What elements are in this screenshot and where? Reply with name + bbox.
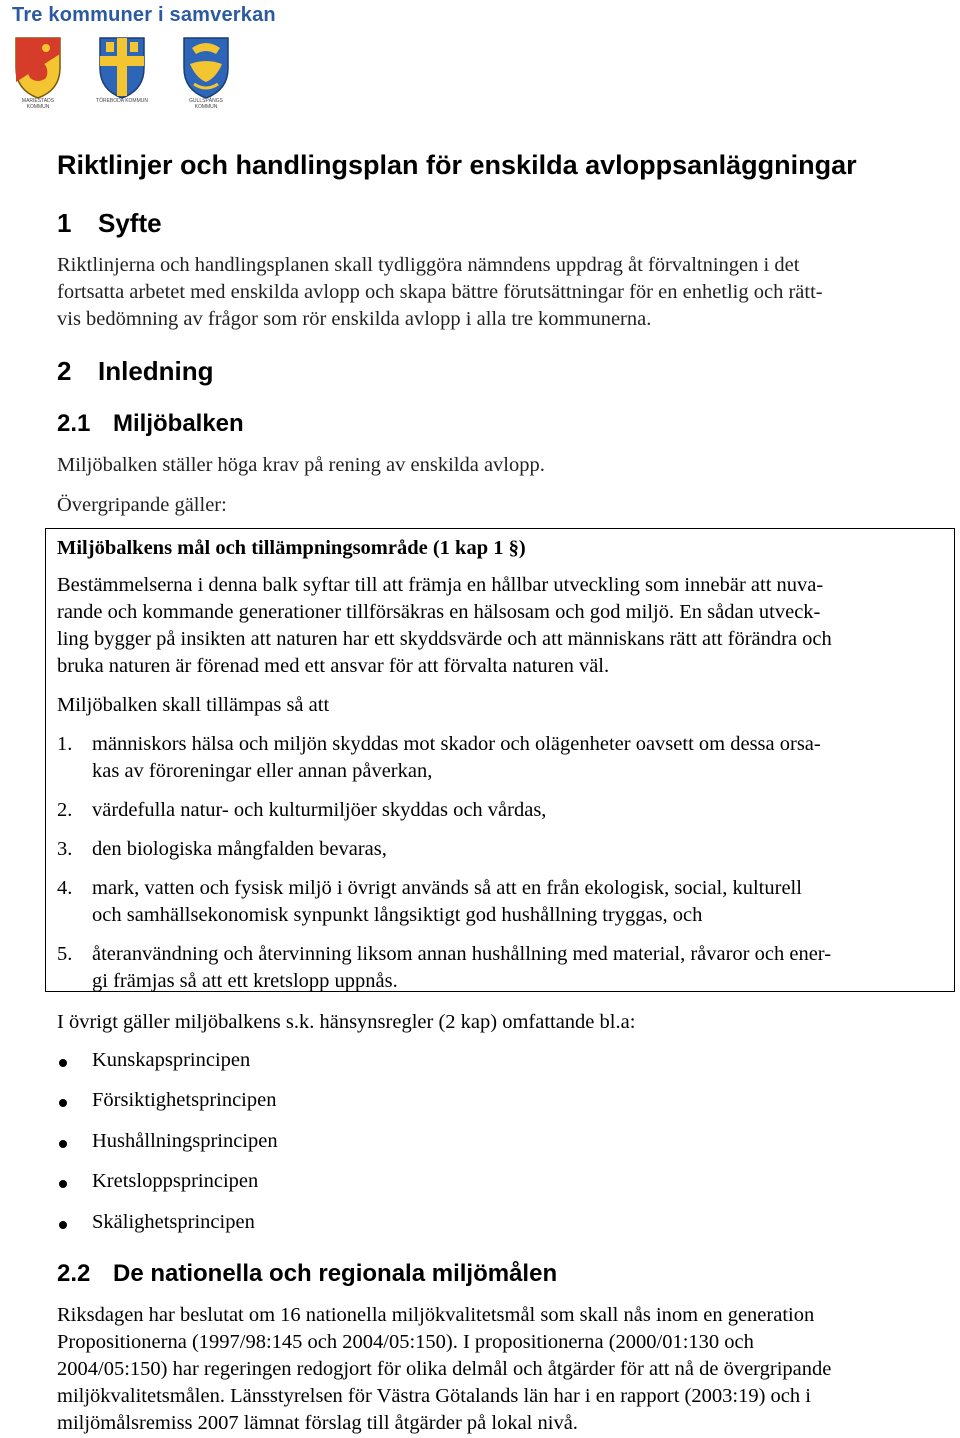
text-line: I övrigt gäller miljöbalkens s.k. hänsynsregler (2 kap) omfattande bl.a: [57, 1011, 636, 1033]
list-number: 3. [57, 838, 73, 860]
heading-number: 2.1 [57, 410, 91, 437]
text-line: Riksdagen har beslutat om 16 nationella miljökvalitetsmål som skall nås inom en generation [57, 1304, 815, 1326]
bullet-text: Kretsloppsprincipen [92, 1170, 259, 1192]
crest-1-caption: MARIESTADS KOMMUN [21, 98, 55, 110]
text-line: Bestämmelserna i denna balk syftar till att främja en hållbar utveckling som innebär att nuva- [57, 574, 824, 596]
heading-text: Syfte [98, 208, 162, 238]
text-line: återanvändning och återvinning liksom annan hushållning med material, råvaror och ener- [92, 943, 832, 965]
heading-text: De nationella och regionala miljömålen [113, 1260, 558, 1287]
miljobalken-intro [57, 452, 947, 479]
crest-3 [180, 34, 232, 100]
crest-2 [96, 34, 148, 100]
miljomal-paragraph [57, 1302, 947, 1437]
syfte-paragraph [57, 252, 947, 333]
text-line: ling bygger på insikten att naturen har ett skyddsvärde och att människans rätt att förändra och [57, 628, 832, 650]
crest-2-caption: TÖREBODA KOMMUN [96, 98, 148, 104]
bullet-text: Kunskapsprincipen [92, 1049, 251, 1071]
heading-number: 1 [57, 208, 72, 238]
bullet-text: Försiktighetsprincipen [92, 1089, 277, 1111]
list-number: 4. [57, 877, 73, 899]
text-line: värdefulla natur- och kulturmiljöer skyddas och vårdas, [92, 799, 547, 821]
text-line: den biologiska mångfalden bevaras, [92, 838, 387, 860]
heading-text: Inledning [98, 356, 214, 386]
text-line: människors hälsa och miljön skyddas mot skador och olägenheter oavsett om dessa orsa- [92, 733, 821, 755]
bullet-icon [59, 1059, 67, 1067]
overgripande-text [57, 492, 947, 519]
bullet-icon [59, 1221, 67, 1229]
quote-box [45, 528, 955, 992]
text-line: kas av föroreningar eller annan påverkan, [92, 760, 433, 782]
list-number: 5. [57, 943, 73, 965]
bullet-icon [59, 1099, 67, 1107]
bullet-text: Skälighetsprincipen [92, 1211, 255, 1233]
document-title: Riktlinjer och handlingsplan för enskilda avloppsanläggningar [57, 150, 857, 180]
text-line: miljökvalitetsmålen. Länsstyrelsen för Västra Götalands län har i en rapport (2003:19) och i [57, 1385, 811, 1407]
list-number: 2. [57, 799, 73, 821]
text-line: bruka naturen är förenad med ett ansvar för att förvalta naturen väl. [57, 655, 610, 677]
text-line: Propositionerna (1997/98:145 och 2004/05:150). I propositionerna (2000/01:130 och [57, 1331, 754, 1353]
bullet-icon [59, 1140, 67, 1148]
list-number: 1. [57, 733, 73, 755]
text-line: 2004/05:150) har regeringen redogjort för olika delmål och åtgärder för att nå de övergripande [57, 1358, 832, 1380]
text-line: rande och kommande generationer tillförsäkras en hälsosam och god miljö. En sådan utveck- [57, 601, 821, 623]
heading-inledning [57, 356, 214, 387]
text-line: Miljöbalken ställer höga krav på rening av enskilda avlopp. [57, 454, 545, 476]
crest-1 [12, 34, 64, 100]
text-line: Övergripande gäller: [57, 494, 227, 516]
heading-number: 2.2 [57, 1260, 91, 1287]
hansyn-intro [57, 1009, 947, 1036]
heading-syfte [57, 208, 162, 239]
crest-3-caption: GULLSPÅNGS KOMMUN [189, 98, 223, 110]
bullet-icon [59, 1180, 67, 1188]
heading-text: Miljöbalken [113, 410, 244, 437]
box-heading: Miljöbalkens mål och tillämpningsområde (1 kap 1 §) [57, 537, 526, 559]
text-line: Miljöbalken skall tillämpas så att [57, 694, 330, 716]
box-apply-text [57, 692, 947, 719]
text-line: gi främjas så att ett kretslopp uppnås. [92, 970, 398, 992]
text-line: vis bedömning av frågor som rör enskilda avlopp i alla tre kommunerna. [57, 308, 652, 330]
heading-miljomal [57, 1260, 557, 1288]
text-line: Riktlinjerna och handlingsplanen skall tydliggöra nämndens uppdrag åt förvaltningen i det [57, 254, 800, 276]
text-line: mark, vatten och fysisk miljö i övrigt används så att en från ekologisk, social, kulturell [92, 877, 802, 899]
bullet-text: Hushållningsprincipen [92, 1130, 278, 1152]
logo-title: Tre kommuner i samverkan [12, 4, 276, 26]
text-line: miljömålsremiss 2007 lämnat förslag till åtgärder på lokal nivå. [57, 1412, 578, 1434]
box-paragraph [57, 572, 947, 680]
text-line: och samhällsekonomisk synpunkt långsiktigt god hushållning tryggas, och [92, 904, 703, 926]
heading-number: 2 [57, 356, 72, 386]
header-logo [8, 4, 308, 114]
text-line: fortsatta arbetet med enskilda avlopp och skapa bättre förutsättningar för en enhetlig och rätt- [57, 281, 823, 303]
heading-miljobalken [57, 410, 244, 438]
